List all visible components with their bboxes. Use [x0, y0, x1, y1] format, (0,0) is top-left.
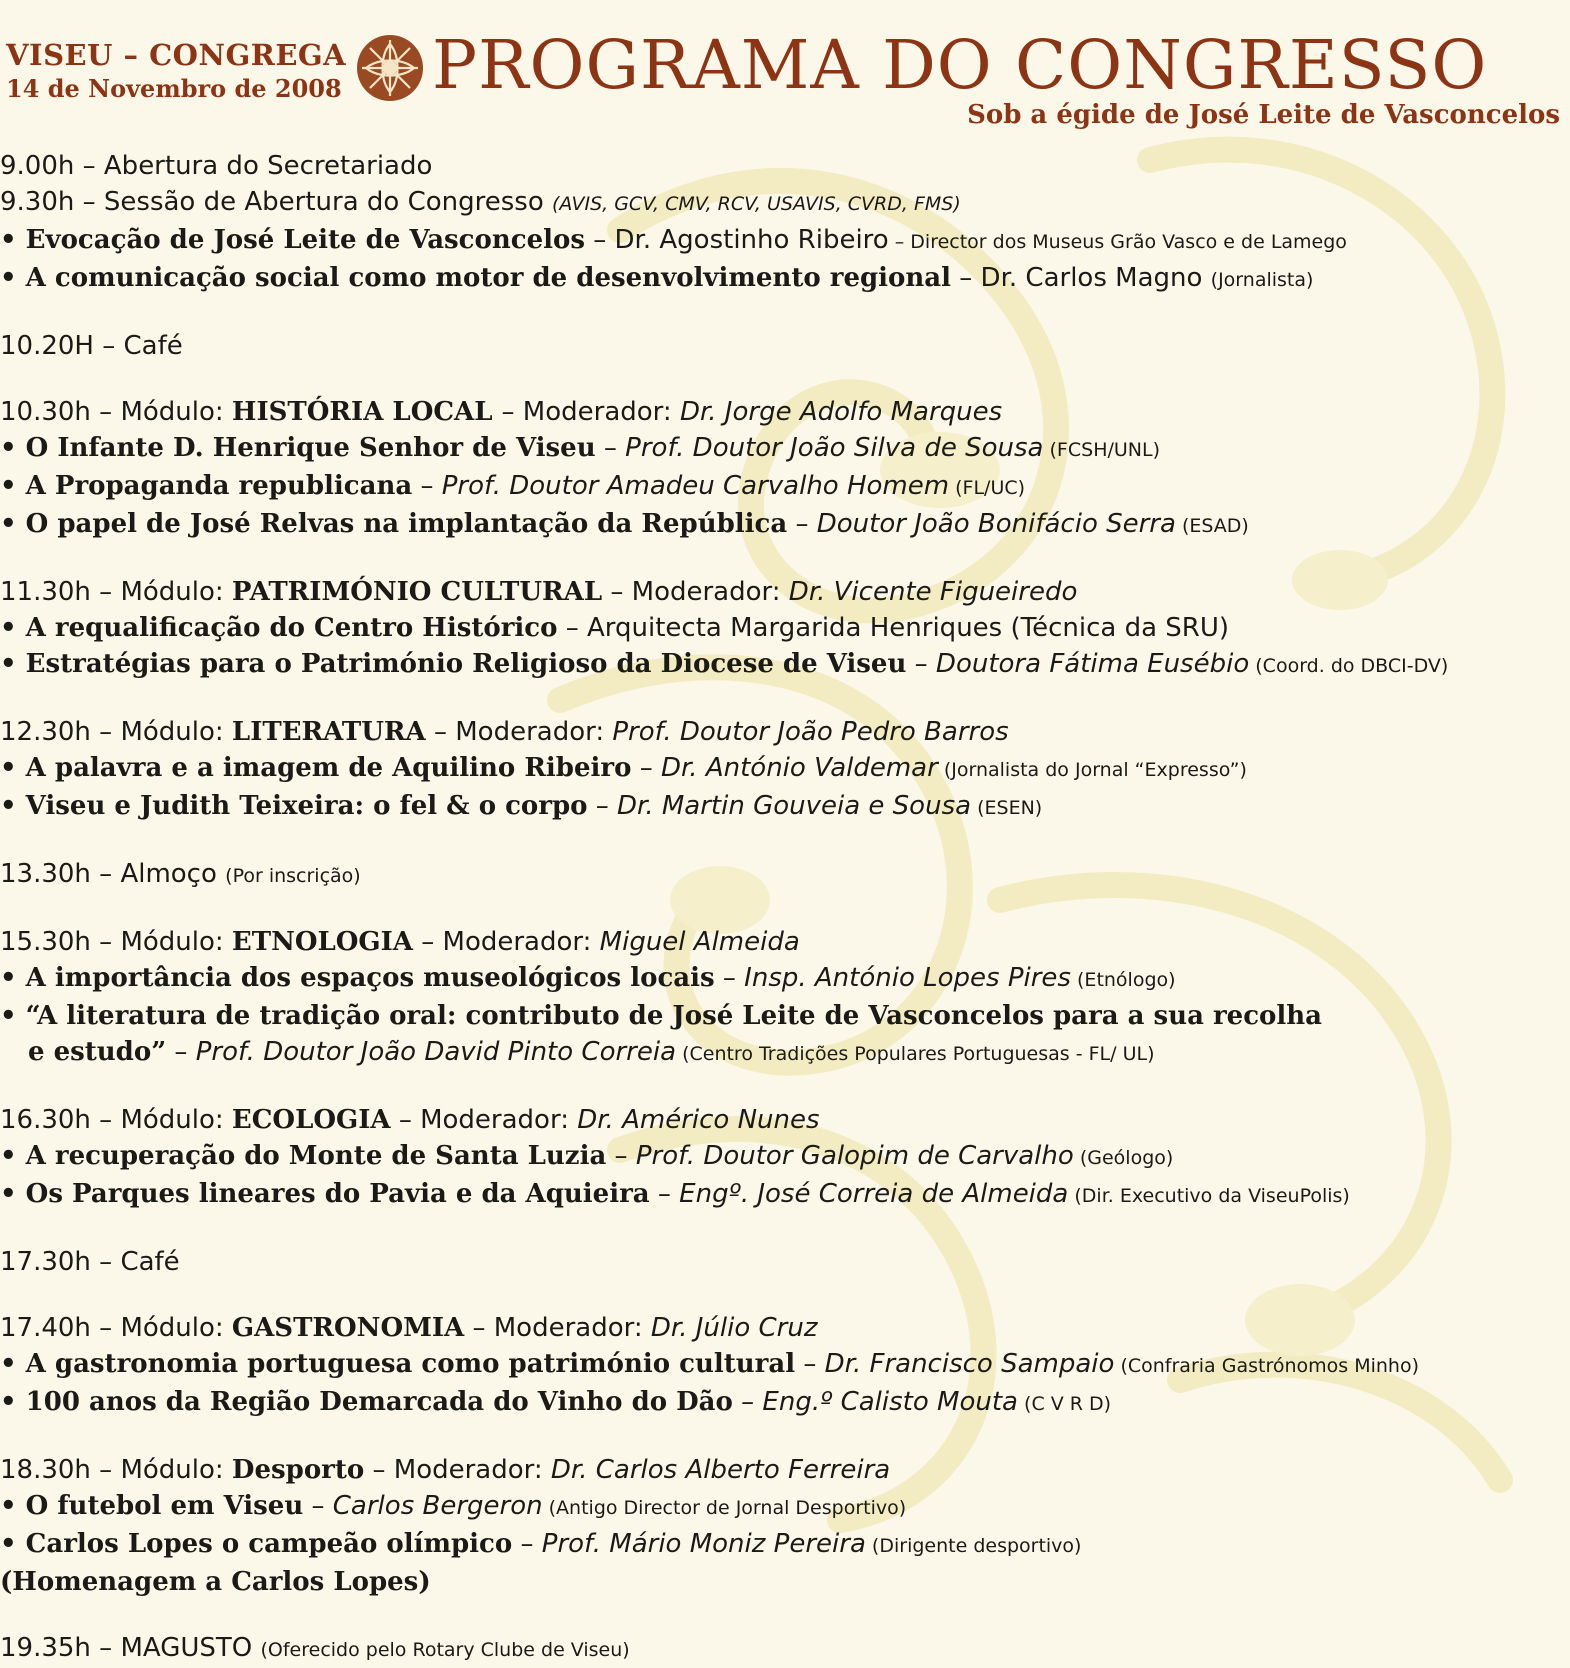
- moderator-label: – Moderador:: [602, 577, 789, 607]
- page-subtitle: Sob a égide de José Leite de Vasconcelos: [967, 100, 1560, 130]
- schedule-item-secretariat: 9.00h – Abertura do Secretariado: [0, 151, 433, 181]
- talk-speaker: – Dr. Agostinho Ribeiro: [585, 225, 889, 255]
- talk-note: (Dirigente desportivo): [865, 1535, 1082, 1557]
- talk-note: – Director dos Museus Grão Vasco e de Lamego: [888, 231, 1347, 253]
- moderator-label: – Moderador:: [364, 1455, 551, 1485]
- page-title: PROGRAMA DO CONGRESSO: [432, 26, 1488, 104]
- module-name: Desporto: [231, 1455, 365, 1485]
- talk-title: • “A literatura de tradição oral: contributo de José Leite de Vasconcelos para a sua recolha: [0, 1001, 1323, 1031]
- moderator-label: – Moderador:: [501, 397, 680, 427]
- talk-speaker: Doutor João Bonifácio Serra: [816, 509, 1176, 539]
- talk-speaker: Prof. Doutor Amadeu Carvalho Homem: [441, 471, 950, 501]
- talk-item: • O Infante D. Henrique Senhor de Viseu – Prof. Doutor João Silva de Sousa (FCSH/UNL): [0, 433, 1160, 463]
- talk-note: (Centro Tradições Populares Portuguesas - FL/ UL): [676, 1043, 1155, 1065]
- talk-title: • O papel de José Relvas na implantação da República: [0, 509, 788, 539]
- event-date: 14 de Novembro de 2008: [6, 74, 342, 103]
- talk-title: • Os Parques lineares do Pavia e da Aquieira: [0, 1179, 650, 1209]
- moderator-name: Miguel Almeida: [599, 927, 800, 957]
- talk-item: • O papel de José Relvas na implantação da República – Doutor João Bonifácio Serra (ESAD): [0, 509, 1249, 539]
- talk-item: • A palavra e a imagem de Aquilino Ribeiro – Dr. António Valdemar (Jornalista do Jornal “Expresso”): [0, 753, 1247, 783]
- talk-note: (FL/UC): [949, 477, 1026, 499]
- talk-title: • A recuperação do Monte de Santa Luzia: [0, 1141, 607, 1171]
- talk-note: (Jornalista): [1210, 269, 1314, 291]
- session-orgs: (AVIS, GCV, CMV, RCV, USAVIS, CVRD, FMS): [552, 193, 961, 215]
- moderator-name: Dr. Carlos Alberto Ferreira: [550, 1455, 891, 1485]
- talk-title: • 100 anos da Região Demarcada do Vinho do Dão: [0, 1387, 733, 1417]
- moderator-label: – Moderador:: [425, 717, 613, 747]
- moderator-label: – Moderador:: [390, 1105, 578, 1135]
- talk-title: • A comunicação social como motor de desenvolvimento regional: [0, 263, 952, 293]
- talk-speaker: Prof. Doutor João Silva de Sousa: [625, 433, 1044, 463]
- talk-item: • Os Parques lineares do Pavia e da Aquieira – Engº. José Correia de Almeida (Dir. Executivo da ViseuPolis): [0, 1179, 1350, 1209]
- talk-note: (FCSH/UNL): [1043, 439, 1160, 461]
- talk-speaker: Dr. Francisco Sampaio: [824, 1349, 1115, 1379]
- module-name: ETNOLOGIA: [231, 927, 413, 957]
- talk-item: [0, 998, 1560, 1034]
- module-time: 17.40h – Módulo:: [0, 1313, 232, 1343]
- module-time: 10.30h – Módulo:: [0, 397, 232, 427]
- module-time: 12.30h – Módulo:: [0, 717, 232, 747]
- talk-speaker: – Dr. Carlos Magno: [951, 263, 1211, 293]
- moderator-name: Dr. Vicente Figueiredo: [788, 577, 1078, 607]
- talk-speaker: Prof. Mário Moniz Pereira: [541, 1529, 866, 1559]
- talk-title: • Evocação de José Leite de Vasconcelos: [0, 225, 585, 255]
- talk-speaker: Carlos Bergeron: [332, 1491, 543, 1521]
- module-time: 16.30h – Módulo:: [0, 1105, 232, 1135]
- talk-item: • Carlos Lopes o campeão olímpico – Prof. Mário Moniz Pereira (Dirigente desportivo): [0, 1529, 1082, 1559]
- talk-title: • Estratégias para o Património Religioso da Diocese de Viseu: [0, 649, 907, 679]
- talk-item: • Viseu e Judith Teixeira: o fel & o corpo – Dr. Martin Gouveia e Sousa (ESEN): [0, 791, 1043, 821]
- talk-item: [0, 260, 1560, 298]
- talk-note: (ESEN): [971, 797, 1043, 819]
- tribute-note: (Homenagem a Carlos Lopes): [0, 1567, 431, 1597]
- moderator-name: Dr. Jorge Adolfo Marques: [679, 397, 1003, 427]
- talk-note: (Confraria Gastrónomos Minho): [1114, 1355, 1419, 1377]
- moderator-name: Dr. Júlio Cruz: [650, 1313, 818, 1343]
- organizer-block: [6, 38, 346, 103]
- schedule-item-closing: [0, 1630, 1560, 1668]
- talk-speaker: Prof. Doutor Galopim de Carvalho: [635, 1141, 1074, 1171]
- module-name: ECOLOGIA: [231, 1105, 391, 1135]
- organizer-name: VISEU – CONGREGA: [6, 38, 347, 72]
- module-header: [0, 394, 1560, 430]
- talk-note: (Jornalista do Jornal “Expresso”): [937, 759, 1247, 781]
- module-name: PATRIMÓNIO CULTURAL: [231, 577, 603, 607]
- talk-speaker: Insp. António Lopes Pires: [744, 963, 1071, 993]
- moderator-label: – Moderador:: [464, 1313, 651, 1343]
- lunch-note: (Por inscrição): [225, 865, 361, 887]
- talk-item: • A importância dos espaços museológicos locais – Insp. António Lopes Pires (Etnólogo): [0, 963, 1176, 993]
- talk-note: (Geólogo): [1073, 1147, 1174, 1169]
- lunch-time: 13.30h – Almoço: [0, 859, 226, 889]
- talk-item-continuation: e estudo” – Prof. Doutor João David Pinto Correia (Centro Tradições Populares Portuguesas - FL/ UL): [28, 1037, 1155, 1067]
- talk-title: • O Infante D. Henrique Senhor de Viseu: [0, 433, 596, 463]
- talk-item: • O futebol em Viseu – Carlos Bergeron (Antigo Director de Jornal Desportivo): [0, 1491, 907, 1521]
- talk-note: (Antigo Director de Jornal Desportivo): [542, 1497, 907, 1519]
- talk-title: • O futebol em Viseu: [0, 1491, 304, 1521]
- talk-item: [0, 222, 1560, 260]
- talk-note: (Dir. Executivo da ViseuPolis): [1068, 1185, 1350, 1207]
- talk-speaker: Eng.º Calisto Mouta: [762, 1387, 1018, 1417]
- schedule-item-lunch: [0, 856, 1560, 894]
- talk-title: • Carlos Lopes o campeão olímpico: [0, 1529, 513, 1559]
- flower-emblem-icon: [356, 34, 424, 102]
- talk-item: • 100 anos da Região Demarcada do Vinho do Dão – Eng.º Calisto Mouta (C V R D): [0, 1387, 1112, 1417]
- talk-note: (ESAD): [1175, 515, 1249, 537]
- talk-item: • Estratégias para o Património Religioso da Diocese de Viseu – Doutora Fátima Eusébio (Coord. do DBCI-DV): [0, 649, 1449, 679]
- moderator-name: Dr. Américo Nunes: [577, 1105, 820, 1135]
- module-header: [0, 574, 1560, 610]
- program-list: [0, 148, 1560, 1668]
- header: [0, 26, 1570, 145]
- talk-speaker: Engº. José Correia de Almeida: [679, 1179, 1069, 1209]
- schedule-item-opening-session: [0, 184, 1560, 222]
- module-name: LITERATURA: [231, 717, 426, 747]
- module-name: HISTÓRIA LOCAL: [231, 397, 502, 427]
- talk-speaker: Dr. António Valdemar: [660, 753, 938, 783]
- talk-title: • A palavra e a imagem de Aquilino Ribeiro: [0, 753, 632, 783]
- talk-speaker: Prof. Doutor João David Pinto Correia: [195, 1037, 677, 1067]
- module-time: 11.30h – Módulo:: [0, 577, 232, 607]
- talk-item: • A recuperação do Monte de Santa Luzia – Prof. Doutor Galopim de Carvalho (Geólogo): [0, 1141, 1174, 1171]
- module-name: GASTRONOMIA: [231, 1313, 465, 1343]
- schedule-item-coffee-break: 17.30h – Café: [0, 1247, 180, 1277]
- talk-speaker: Dr. Martin Gouveia e Sousa: [617, 791, 972, 821]
- closing-time: 19.35h – MAGUSTO: [0, 1633, 261, 1663]
- moderator-name: Prof. Doutor João Pedro Barros: [612, 717, 1009, 747]
- talk-item: [0, 610, 1560, 646]
- talk-title: • A importância dos espaços museológicos locais: [0, 963, 715, 993]
- talk-item: • A Propaganda republicana – Prof. Doutor Amadeu Carvalho Homem (FL/UC): [0, 471, 1026, 501]
- talk-title: e estudo”: [28, 1037, 167, 1067]
- module-header: [0, 924, 1560, 960]
- module-time: 18.30h – Módulo:: [0, 1455, 232, 1485]
- talk-note: (Etnólogo): [1070, 969, 1176, 991]
- talk-title: • Viseu e Judith Teixeira: o fel & o corpo: [0, 791, 588, 821]
- closing-note: (Oferecido pelo Rotary Clube de Viseu): [260, 1639, 630, 1661]
- module-header: [0, 1102, 1560, 1138]
- talk-speaker: Doutora Fátima Eusébio: [935, 649, 1250, 679]
- talk-note: (C V R D): [1018, 1393, 1112, 1415]
- talk-title: • A requalificação do Centro Histórico: [0, 613, 558, 643]
- module-header: [0, 1310, 1560, 1346]
- schedule-item-coffee-break: 10.20H – Café: [0, 331, 183, 361]
- session-time: 9.30h – Sessão de Abertura do Congresso: [0, 187, 552, 217]
- module-header: [0, 1452, 1560, 1488]
- talk-item: • A gastronomia portuguesa como património cultural – Dr. Francisco Sampaio (Confraria Gastrónomos Minho): [0, 1349, 1419, 1379]
- talk-speaker: – Arquitecta Margarida Henriques (Técnica da SRU): [557, 613, 1230, 643]
- talk-note: (Coord. do DBCI-DV): [1249, 655, 1449, 677]
- talk-title: • A gastronomia portuguesa como património cultural: [0, 1349, 796, 1379]
- module-header: [0, 714, 1560, 750]
- module-time: 15.30h – Módulo:: [0, 927, 232, 957]
- moderator-label: – Moderador:: [412, 927, 600, 957]
- talk-title: • A Propaganda republicana: [0, 471, 413, 501]
